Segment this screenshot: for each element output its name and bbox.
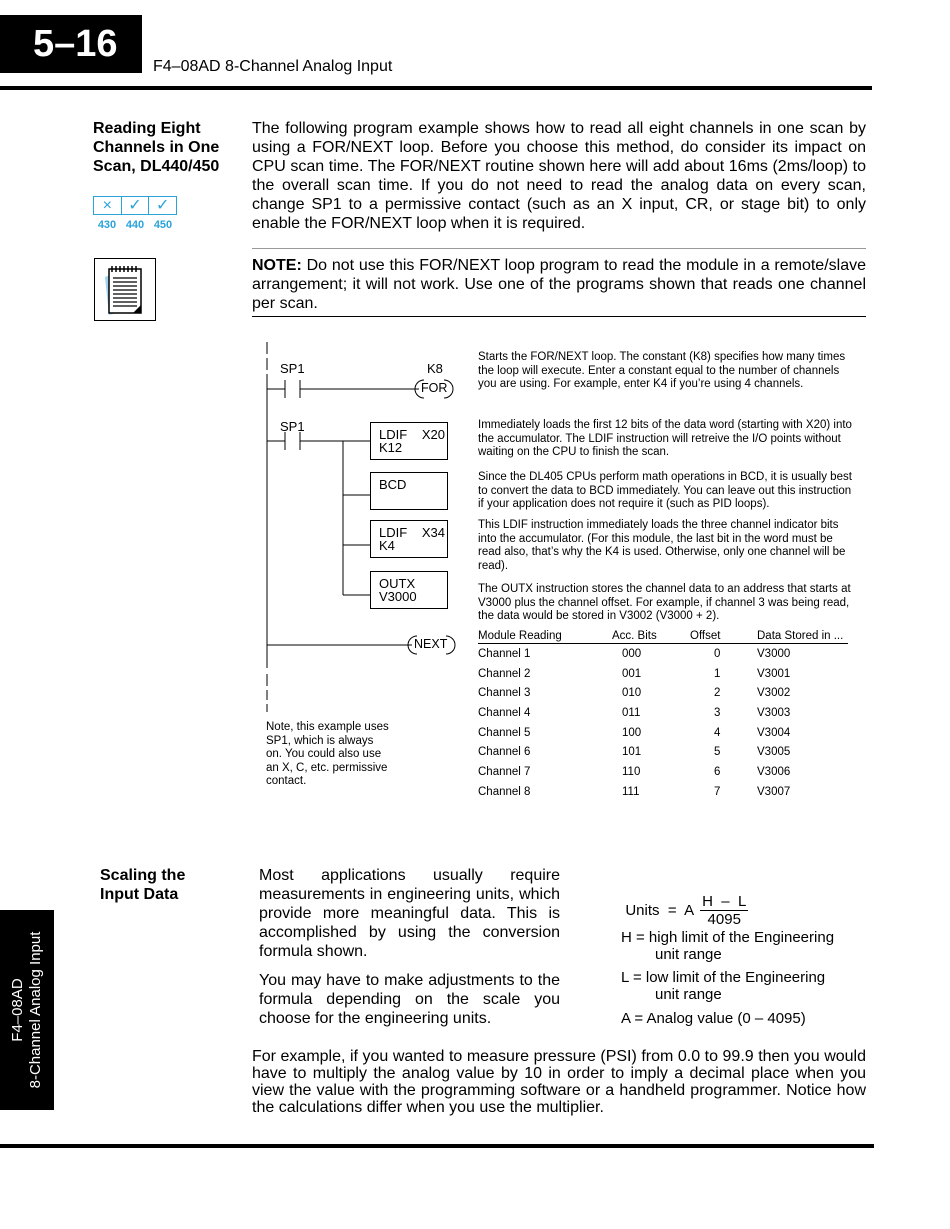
channel-table [478,629,848,802]
running-title: F4–08AD 8-Channel Analog Input [153,58,393,75]
desc-for-loop: Starts the FOR/NEXT loop. The constant (K8) specifies how many times the loop will execute. Enter a constant equal to the number of channels you are using. For example, enter K4 if you’re using 4 channels. [478,351,846,390]
ladder-footnote: Note, this example uses SP1, which is always on. You could also use an X, C, etc. permissive contact. [266,721,389,787]
page-number: 5–16 [0,15,142,73]
table-row: Channel 6 101 5 V3005 [478,746,791,759]
contact-label-sp1: SP1 [280,361,305,376]
bcd-box: BCD [370,472,448,510]
section-title-reading: Reading Eight Channels in One Scan, DL440/450 [93,120,220,175]
section-title-scaling: Scaling the Input Data [100,867,186,903]
table-row: Channel 3 010 2 V3002 [478,687,791,700]
conversion-formula: Units = A $\frac{H - L}{4095}$ [625,893,747,928]
footer-rule [0,1144,874,1148]
note-text: NOTE: Do not use this FOR/NEXT loop program to read the module in a remote/slave arrangement; it will not work. Use one of the programs shown that reads one channel per scan. [252,257,866,312]
table-row: Channel 7 110 6 V3006 [478,765,791,778]
desc-ldif-x34: This LDIF instruction immediately loads the three channel indicator bits into the accumulator. (For this module, the last bit in the word must be read also, that’s why the K4 is used. Otherwise, only one channel will be read). [478,519,846,572]
definition-h: H = high limit of the Engineering unit range [621,929,835,963]
ldif-x20-box: LDIF X20 K12 [370,422,448,460]
outx-box: OUTX V3000 [370,571,448,609]
scaling-paragraph-2: You may have to make adjustments to the formula depending on the scale you choose for the engineering units. [259,972,560,1027]
checkmark-icon: ✓ [155,197,170,214]
table-row: Channel 2 001 1 V3001 [478,667,791,680]
definition-l: L = low limit of the Engineering unit range [621,969,826,1003]
desc-outx: The OUTX instruction stores the channel data to an address that starts at V3000 plus the channel offset. For example, if channel 3 was being read, the data would be stored in V3002 (V3000 + 2). [478,583,851,622]
scaling-paragraph-3: For example, if you wanted to measure pressure (PSI) from 0.0 to 99.9 then you would have to multiply the analog value by 10 in order to imply a decimal place when you view the value with the programming software or a handheld programmer. Notice how the calculations differ when you use the multiplier. [252,1048,866,1116]
table-row: Channel 5 100 4 V3004 [478,726,791,739]
desc-bcd: Since the DL405 CPUs perform math operations in BCD, it is usually best to convert the data to BCD immediately. You can leave out this instruction if your application does not require it (such as PID loops). [478,471,852,510]
next-coil-label: NEXT [414,637,448,651]
constant-label-k8: K8 [427,361,443,376]
table-header-row: Module Reading Acc. Bits Offset Data Stored in ... [478,629,848,644]
table-row: Channel 4 011 3 V3003 [478,706,791,719]
scaling-paragraph-1: Most applications usually require measurements in engineering units, which provide more meaningful data. This is accomplished by using the conversion formula shown. [259,867,560,960]
intro-paragraph: The following program example shows how to read all eight channels in one scan by using a FOR/NEXT loop. Before you choose this method, do consider its impact on CPU scan time. The FOR/NEXT routine shown here will add about 16ms (2ms/loop) to the overall scan time. If you do not need to read the analog data on every scan, change SP1 to a permissive contact (such as an X input, CR, or stage bit) to only enable the FOR/NEXT loop when it is required. [252,120,866,232]
definition-a: A = Analog value (0 – 4095) [621,1010,806,1027]
table-row: Channel 1 000 0 V3000 [478,647,791,660]
checkmark-icon: ✓ [122,197,150,214]
cpu-support-labels: 430 440 450 [97,219,173,231]
desc-ldif-x20: Immediately loads the first 12 bits of the data word (starting with X20) into the accumulator. The LDIF instruction will retreive the I/O points without waiting on the CPU to finish the scan. [478,419,852,458]
contact-label-sp1-2: SP1 [280,419,305,434]
table-row: Channel 8 111 7 V3007 [478,785,791,798]
for-coil-label: FOR [421,381,448,395]
ldif-x34-box: LDIF X34 K4 [370,520,448,558]
chapter-side-tab: F4–08AD 8-Channel Analog Input [0,910,54,1110]
not-supported-icon: × [94,197,122,214]
